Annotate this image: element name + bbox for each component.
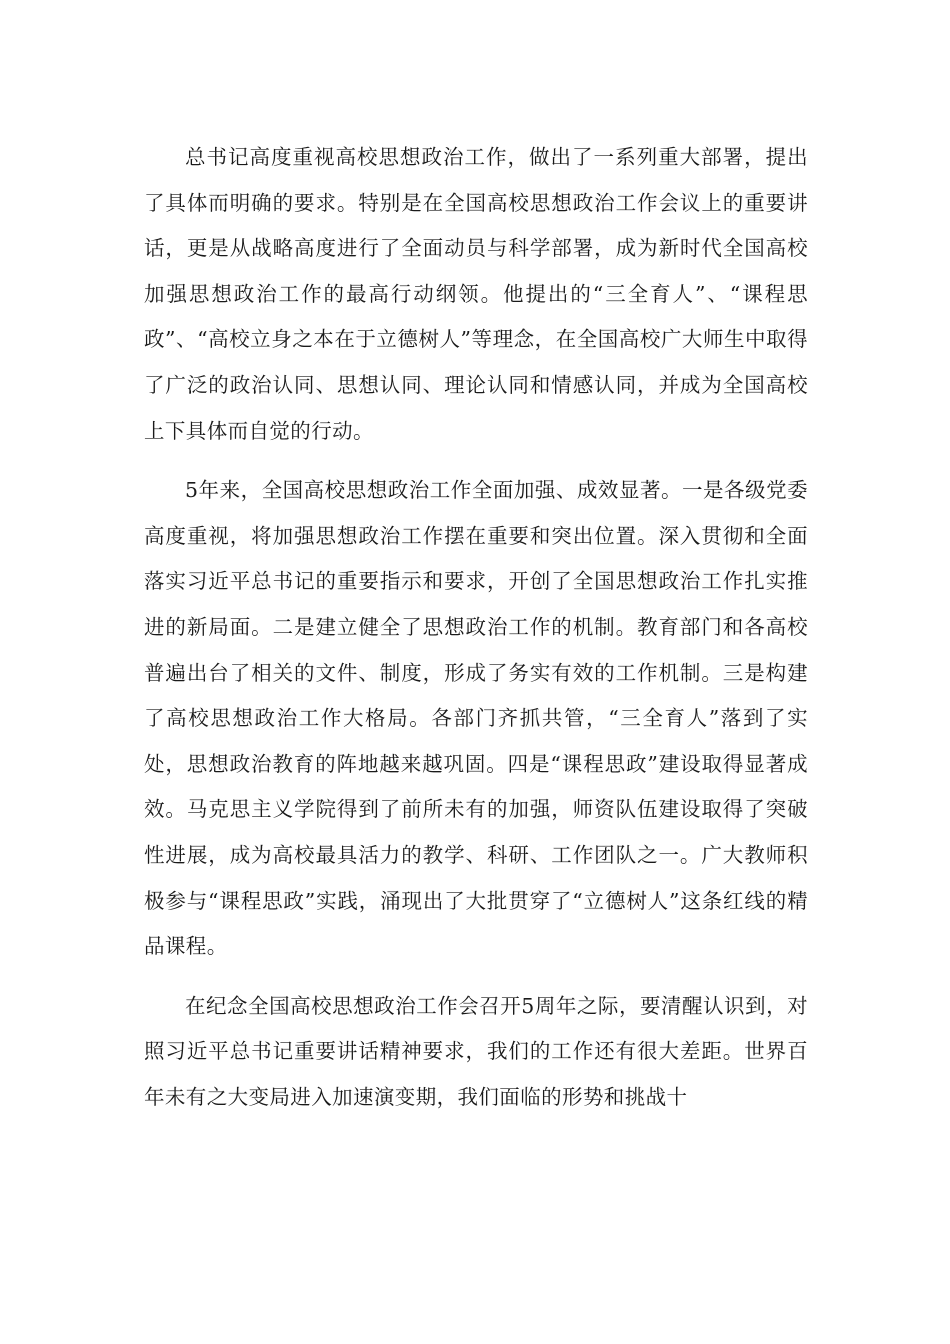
document-body <box>144 135 808 1120</box>
paragraph-1: 总书记高度重视高校思想政治工作，做出了一系列重大部署，提出了具体而明确的要求。特别是在全国高校思想政治工作会议上的重要讲话，更是从战略高度进行了全面动员与科学部署，成为新时代全国高校加强思想政治工作的最高行动纲领。他提出的“三全育人”、“课程思政”、“高校立身之本在于立德树人”等理念，在全国高校广大师生中取得了广泛的政治认同、思想认同、理论认同和情感认同，并成为全国高校上下具体而自觉的行动。 <box>144 145 808 443</box>
paragraph-3: 在纪念全国高校思想政治工作会召开5周年之际，要清醒认识到，对照习近平总书记重要讲话精神要求，我们的工作还有很大差距。世界百年未有之大变局进入加速演变期，我们面临的形势和挑战十 <box>144 993 808 1109</box>
paragraph-2: 5年来，全国高校思想政治工作全面加强、成效显著。一是各级党委高度重视，将加强思想政治工作摆在重要和突出位置。深入贯彻和全面落实习近平总书记的重要指示和要求，开创了全国思想政治工作扎实推进的新局面。二是建立健全了思想政治工作的机制。教育部门和各高校普遍出台了相关的文件、制度，形成了务实有效的工作机制。三是构建了高校思想政治工作大格局。各部门齐抓共管，“三全育人”落到了实处，思想政治教育的阵地越来越巩固。四是“课程思政”建设取得显著成效。马克思主义学院得到了前所未有的加强，师资队伍建设取得了突破性进展，成为高校最具活力的教学、科研、工作团队之一。广大教师积极参与“课程思政”实践，涌现出了大批贯穿了“立德树人”这条红线的精品课程。 <box>144 478 808 959</box>
